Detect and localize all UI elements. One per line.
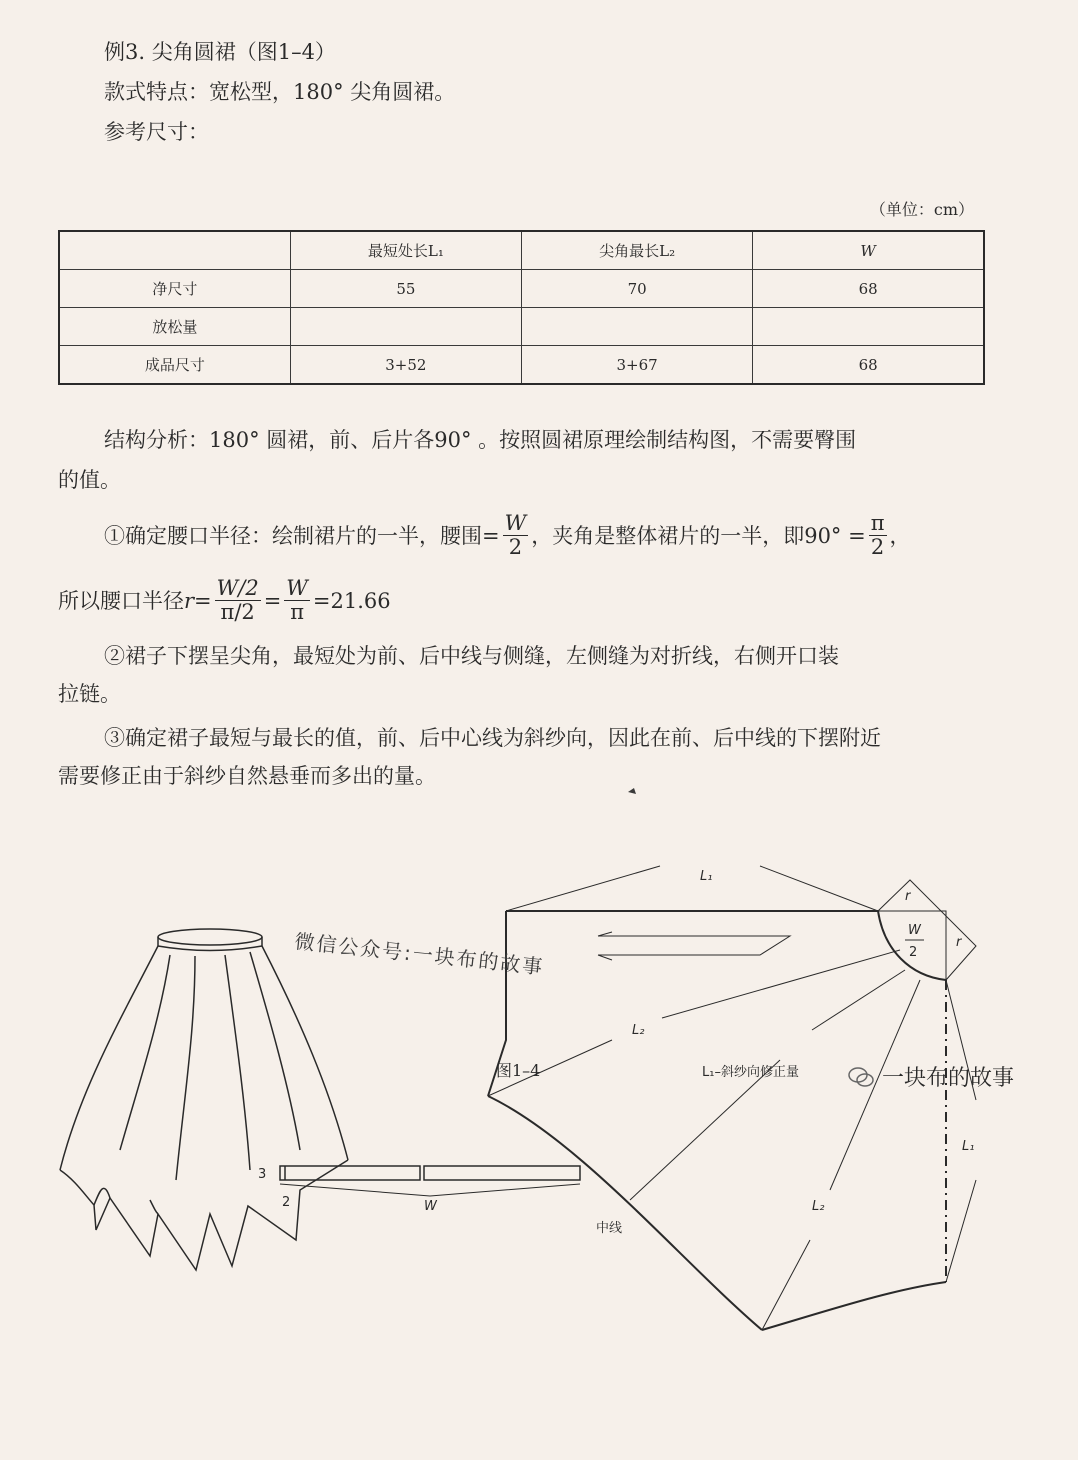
ink-mark	[628, 788, 636, 794]
table-cell: 70	[522, 270, 753, 308]
watermark: 微信公众号:一块布的故事	[293, 929, 546, 980]
fraction-denominator: 2	[508, 535, 523, 560]
table-header-cell: W	[753, 231, 984, 270]
table-cell: 55	[290, 270, 521, 308]
band-w-label: W	[424, 1199, 437, 1214]
example-title: 例3. 尖角圆裙（图1–4）	[104, 40, 336, 64]
brand-name: 一块布的故事	[882, 1066, 1015, 1091]
analysis-line: ②裙子下摆呈尖角，最短处为前、后中线与侧缝，左侧缝为对折线，右侧开口装	[104, 644, 839, 668]
dimension-l1-top: L₁	[700, 869, 713, 884]
table-cell: 放松量	[59, 308, 290, 346]
center-line-label: 中线	[596, 1221, 623, 1236]
fraction-numerator: W/2	[216, 576, 259, 600]
text-span: =	[263, 588, 282, 613]
table-cell: 3+67	[522, 346, 753, 385]
text-span: =21.66	[312, 588, 391, 613]
analysis-line: ③确定裙子最短与最长的值，前、后中心线为斜纱向，因此在前、后中线的下摆附近	[104, 726, 881, 750]
text-span: 所以腰口半径	[58, 588, 184, 613]
brand-signature	[848, 1061, 1014, 1092]
text-span: ，	[889, 523, 911, 548]
pattern-draft	[488, 866, 976, 1330]
reference-size-label: 参考尺寸：	[104, 120, 209, 144]
band-overlap-label: 2	[282, 1195, 291, 1210]
radius-label-right: r	[956, 935, 962, 950]
table-cell: 成品尺寸	[59, 346, 290, 385]
text-span: =	[194, 588, 212, 613]
text-span: ①确定腰口半径：绘制裙片的一半，腰围=	[104, 523, 500, 548]
table-header-cell: 最短处长L₁	[290, 231, 521, 270]
table-cell: 68	[753, 346, 984, 385]
style-features: 款式特点：宽松型，180° 尖角圆裙。	[104, 80, 456, 104]
figure-caption: 图1–4	[496, 1061, 541, 1080]
fraction-denominator: 2	[870, 535, 885, 560]
table-cell: 净尺寸	[59, 270, 290, 308]
fraction-numerator: π	[870, 511, 885, 535]
fraction-denominator: π	[290, 600, 304, 625]
unit-label: （单位：cm）	[869, 200, 974, 219]
band-height-label: 3	[258, 1167, 267, 1182]
analysis-line: 需要修正由于斜纱自然悬垂而多出的量。	[58, 764, 436, 788]
table-cell: 68	[753, 270, 984, 308]
dimension-l1-right: L₁	[962, 1139, 975, 1154]
fraction-numerator: W	[504, 511, 527, 535]
text-span: ，夹角是整体裙片的一半，即90° =	[531, 523, 866, 548]
table-header-cell: 尖角最长L₂	[522, 231, 753, 270]
skirt-illustration	[60, 929, 348, 1270]
waistband	[280, 1166, 580, 1196]
analysis-line: 拉链。	[58, 682, 121, 706]
table-cell: 3+52	[290, 346, 521, 385]
waist-2-label: 2	[909, 945, 918, 960]
waist-w-label: W	[908, 923, 921, 938]
correction-label: L₁–斜纱向修正量	[702, 1065, 799, 1080]
dimension-l2: L₂	[632, 1023, 645, 1038]
fraction-numerator: W	[286, 576, 308, 600]
dimension-l2-lower: L₂	[812, 1199, 825, 1214]
analysis-line: 的值。	[58, 468, 121, 492]
radius-label-top: r	[905, 889, 911, 904]
radius-symbol: r	[184, 588, 195, 613]
wechat-icon	[848, 1066, 874, 1088]
analysis-line: 结构分析：180° 圆裙，前、后片各90° 。按照圆裙原理绘制结构图，不需要臀围	[104, 428, 857, 452]
fraction-denominator: π/2	[220, 600, 255, 625]
